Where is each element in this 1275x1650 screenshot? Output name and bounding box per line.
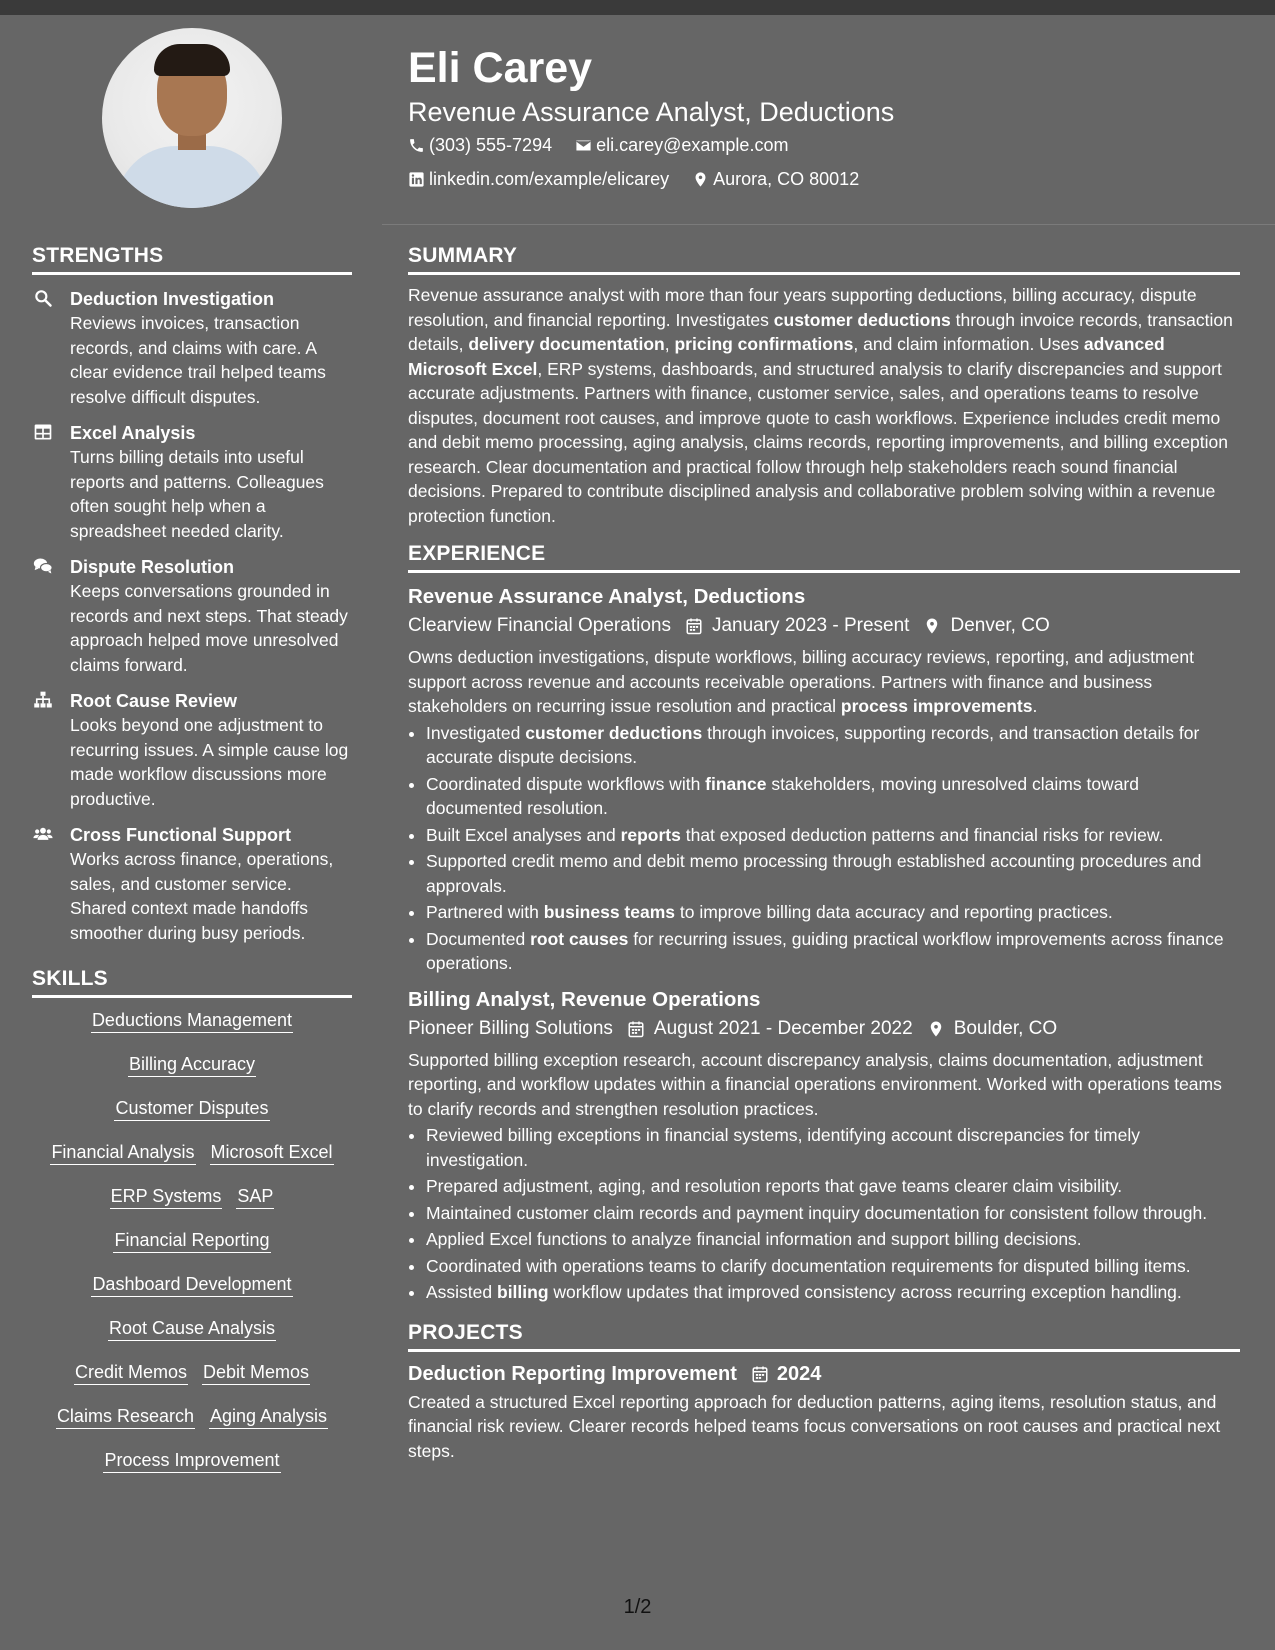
job-bullet bbox=[426, 1227, 1240, 1252]
bold-text: delivery documentation bbox=[468, 334, 665, 354]
text-segment: , bbox=[664, 334, 675, 354]
job-bullet bbox=[426, 1174, 1240, 1199]
job-description bbox=[408, 645, 1240, 719]
bold-text: process improvements bbox=[840, 696, 1033, 716]
text-segment: , and claim information. Uses bbox=[853, 334, 1084, 354]
bold-text: customer deductions bbox=[525, 722, 703, 743]
calendar-icon bbox=[751, 1365, 769, 1383]
job-bullet bbox=[426, 1201, 1240, 1226]
project-desc: Created a structured Excel reporting approach for deduction patterns, aging items, resolution status, and financial risk review. Clearer records helped teams focus conversations on root causes and practical next steps. bbox=[408, 1391, 1221, 1461]
skill-row bbox=[32, 1140, 352, 1165]
bold-text: advanced Microsoft Excel bbox=[408, 334, 1165, 379]
strength-desc: Looks beyond one adjustment to recurring issues. A simple cause log made workflow discussions more productive. bbox=[70, 715, 349, 809]
location bbox=[692, 164, 859, 195]
map-pin-icon bbox=[923, 617, 941, 635]
text-segment: . bbox=[1032, 696, 1038, 716]
calendar-icon bbox=[627, 1020, 645, 1038]
candidate-role: Revenue Assurance Analyst, Deductions bbox=[408, 97, 895, 127]
skill-tag: Debit Memos bbox=[202, 1360, 310, 1385]
text-segment: Partnered with bbox=[426, 902, 544, 922]
projects-title: PROJECTS bbox=[408, 1321, 1240, 1352]
strength-title: Root Cause Review bbox=[70, 691, 238, 711]
skill-tag: SAP bbox=[236, 1184, 274, 1209]
skill-tag: ERP Systems bbox=[110, 1184, 223, 1209]
skill-tag: Credit Memos bbox=[74, 1360, 188, 1385]
text-segment: Assisted bbox=[426, 1282, 497, 1302]
text-segment: to improve billing data accuracy and reporting practices. bbox=[675, 902, 1113, 922]
chat-icon bbox=[32, 555, 70, 677]
bold-text: reports bbox=[620, 824, 681, 845]
linkedin[interactable] bbox=[408, 164, 669, 195]
skill-row bbox=[32, 1316, 352, 1341]
strength-desc: Turns billing details into useful reports and patterns. Colleagues often sought help when a spreadsheet needed clarity. bbox=[70, 447, 324, 541]
job-dates: August 2021 - December 2022 bbox=[653, 1017, 913, 1039]
sidebar bbox=[32, 28, 352, 1492]
strength-desc: Works across finance, operations, sales, and customer service. Shared context made handoffs smoother during busy periods. bbox=[70, 849, 334, 943]
skill-tag: Dashboard Development bbox=[91, 1272, 292, 1297]
experience-title: EXPERIENCE bbox=[408, 542, 1240, 573]
text-segment: Applied Excel functions to analyze financial information and support billing decisions. bbox=[426, 1229, 1082, 1249]
projects-list bbox=[408, 1360, 1240, 1464]
strength-title: Excel Analysis bbox=[70, 423, 196, 443]
strength-item bbox=[32, 555, 352, 677]
hierarchy-icon bbox=[32, 689, 70, 811]
text-segment: Maintained customer claim records and payment inquiry documentation for consistent follow through. bbox=[426, 1202, 1208, 1223]
strength-item bbox=[32, 421, 352, 543]
location-text: Aurora, CO 80012 bbox=[713, 169, 860, 189]
skill-tag: Customer Disputes bbox=[114, 1096, 269, 1121]
text-segment: Reviewed billing exceptions in financial systems, identifying account discrepancies for timely investigation. bbox=[426, 1125, 1140, 1170]
users-icon bbox=[32, 823, 70, 945]
summary-text bbox=[408, 283, 1240, 528]
job-description bbox=[408, 1048, 1240, 1122]
job-bullet bbox=[426, 849, 1240, 898]
strengths-list bbox=[32, 287, 352, 945]
job-dates: January 2023 - Present bbox=[711, 615, 910, 636]
strength-item bbox=[32, 823, 352, 945]
skill-tag: Claims Research bbox=[56, 1404, 195, 1429]
phone-icon bbox=[408, 137, 425, 154]
linkedin-text: linkedin.com/example/elicarey bbox=[429, 169, 670, 189]
text-segment: Documented bbox=[426, 928, 531, 949]
phone bbox=[408, 130, 552, 161]
bold-text: root causes bbox=[530, 928, 629, 949]
bold-text: pricing confirmations bbox=[674, 334, 854, 354]
skills-list bbox=[32, 1008, 352, 1473]
table-icon bbox=[32, 421, 70, 543]
skill-tag: Microsoft Excel bbox=[210, 1140, 334, 1165]
search-icon bbox=[32, 287, 70, 409]
skill-tag: Root Cause Analysis bbox=[108, 1316, 276, 1341]
bold-text: business teams bbox=[543, 902, 676, 922]
main-column bbox=[408, 42, 1240, 1463]
project-year: 2024 bbox=[776, 1362, 822, 1385]
job-bullet bbox=[426, 927, 1240, 976]
skill-row bbox=[32, 1008, 352, 1033]
project-header bbox=[408, 1360, 1240, 1388]
bold-text: customer deductions bbox=[773, 309, 951, 330]
skill-row bbox=[32, 1096, 352, 1121]
email-text: eli.carey@example.com bbox=[596, 135, 789, 155]
header-divider bbox=[382, 224, 1275, 225]
job-bullet bbox=[426, 721, 1240, 770]
text-segment: Supported credit memo and debit memo processing through established accounting procedures and approvals. bbox=[426, 851, 1202, 896]
job-company: Clearview Financial Operations bbox=[408, 615, 671, 636]
contact-line-1 bbox=[408, 130, 1240, 164]
job-company: Pioneer Billing Solutions bbox=[408, 1017, 613, 1039]
text-segment: through invoices, supporting records, and transaction details for accurate dispute decisions. bbox=[426, 722, 1200, 767]
map-pin-icon bbox=[692, 171, 709, 188]
skill-row bbox=[32, 1360, 352, 1385]
profile-photo bbox=[102, 28, 282, 208]
job-bullet bbox=[426, 1254, 1240, 1279]
skill-tag: Deductions Management bbox=[91, 1008, 293, 1033]
job-location: Boulder, CO bbox=[953, 1017, 1058, 1039]
candidate-name: Eli Carey bbox=[408, 44, 593, 92]
job-bullets bbox=[408, 1123, 1240, 1305]
calendar-icon bbox=[685, 617, 703, 635]
job-meta bbox=[408, 1014, 1240, 1044]
text-segment: Owns deduction investigations, dispute workflows, billing accuracy reviews, reporting, and adjustment support across revenue and accounts receivable operations. Partners with finance and business stakeholders on recurring issue resolution and practical bbox=[408, 647, 1194, 716]
skill-tag: Financial Reporting bbox=[113, 1228, 270, 1253]
text-segment: Investigated bbox=[426, 722, 526, 743]
text-segment: for recurring issues, guiding practical workflow improvements across finance operations. bbox=[426, 928, 1224, 973]
skill-tag: Financial Analysis bbox=[50, 1140, 195, 1165]
strength-desc: Keeps conversations grounded in records and next steps. That steady approach helped move unresolved claims forward. bbox=[70, 581, 348, 675]
envelope-icon bbox=[575, 137, 592, 154]
skill-tag: Billing Accuracy bbox=[128, 1052, 256, 1077]
strength-desc: Reviews invoices, transaction records, and claims with care. A clear evidence trail helped teams resolve difficult disputes. bbox=[70, 313, 326, 407]
job-entry bbox=[408, 583, 1240, 976]
text-segment: stakeholders, moving unresolved claims toward documented resolution. bbox=[426, 773, 1139, 818]
bold-text: finance bbox=[705, 773, 767, 794]
text-segment: Built Excel analyses and bbox=[426, 824, 621, 845]
job-title: Billing Analyst, Revenue Operations bbox=[408, 987, 761, 1011]
skills-title: SKILLS bbox=[32, 967, 352, 998]
strength-item bbox=[32, 689, 352, 811]
strength-item bbox=[32, 287, 352, 409]
job-bullet bbox=[426, 1123, 1240, 1172]
top-bar bbox=[0, 0, 1275, 15]
text-segment: Supported billing exception research, account discrepancy analysis, claims documentation, adjustment reporting, and workflow updates within a financial operations environment. Worked with operations teams to clarify records and strengthen resolution practices. bbox=[408, 1049, 1222, 1119]
text-segment: workflow updates that improved consistency across recurring exception handling. bbox=[548, 1282, 1182, 1302]
strength-title: Deduction Investigation bbox=[70, 289, 275, 309]
page-number: 1/2 bbox=[623, 1596, 652, 1618]
phone-text: (303) 555-7294 bbox=[429, 135, 553, 155]
skill-row bbox=[32, 1272, 352, 1297]
text-segment: Coordinated with operations teams to clarify documentation requirements for disputed billing items. bbox=[426, 1255, 1191, 1276]
skill-row bbox=[32, 1184, 352, 1209]
project-entry bbox=[408, 1360, 1240, 1464]
strength-title: Cross Functional Support bbox=[70, 825, 292, 845]
job-bullet bbox=[426, 823, 1240, 848]
map-pin-icon bbox=[927, 1020, 945, 1038]
job-meta bbox=[408, 611, 1240, 641]
job-bullet bbox=[426, 772, 1240, 821]
skill-row bbox=[32, 1052, 352, 1077]
contact-line-2 bbox=[408, 164, 1240, 198]
text-segment: , ERP systems, dashboards, and structured analysis to clarify discrepancies and support accurate adjustments. Partners with finance, customer service, sales, and operations teams to resolve disputes, document root causes, and improve quote to cash workflows. Experience includes credit memo and debit memo processing, aging analysis, claims records, reporting improvements, and billing exception research. Clear documentation and practical follow through help stakeholders reach sound financial decisions. Prepared to contribute disciplined analysis and collaborative problem solving within a revenue protection function. bbox=[408, 358, 1228, 526]
skill-row bbox=[32, 1228, 352, 1253]
job-bullet bbox=[426, 900, 1240, 925]
text-segment: Revenue assurance analyst with more than four years supporting deductions, billing accuracy, dispute resolution, and financial reporting. Investigates bbox=[408, 285, 1197, 330]
job-bullet bbox=[426, 1280, 1240, 1305]
text-segment: through invoice records, transaction details, bbox=[408, 309, 1233, 354]
skill-tag: Aging Analysis bbox=[209, 1404, 328, 1429]
experience-list bbox=[408, 583, 1240, 1305]
skill-row bbox=[32, 1404, 352, 1429]
strength-title: Dispute Resolution bbox=[70, 557, 235, 577]
email[interactable] bbox=[575, 130, 788, 161]
job-entry bbox=[408, 986, 1240, 1305]
job-location: Denver, CO bbox=[950, 615, 1050, 636]
skill-row bbox=[32, 1448, 352, 1473]
bold-text: billing bbox=[497, 1282, 549, 1302]
summary-title: SUMMARY bbox=[408, 244, 1240, 275]
text-segment: that exposed deduction patterns and financial risks for review. bbox=[680, 824, 1164, 845]
text-segment: Coordinated dispute workflows with bbox=[426, 773, 706, 794]
job-bullets bbox=[408, 721, 1240, 976]
linkedin-icon bbox=[408, 171, 425, 188]
strengths-title: STRENGTHS bbox=[32, 244, 352, 275]
job-title: Revenue Assurance Analyst, Deductions bbox=[408, 585, 806, 608]
skill-tag: Process Improvement bbox=[103, 1448, 280, 1473]
text-segment: Prepared adjustment, aging, and resolution reports that gave teams clearer claim visibility. bbox=[426, 1176, 1123, 1196]
project-title: Deduction Reporting Improvement bbox=[408, 1362, 737, 1385]
